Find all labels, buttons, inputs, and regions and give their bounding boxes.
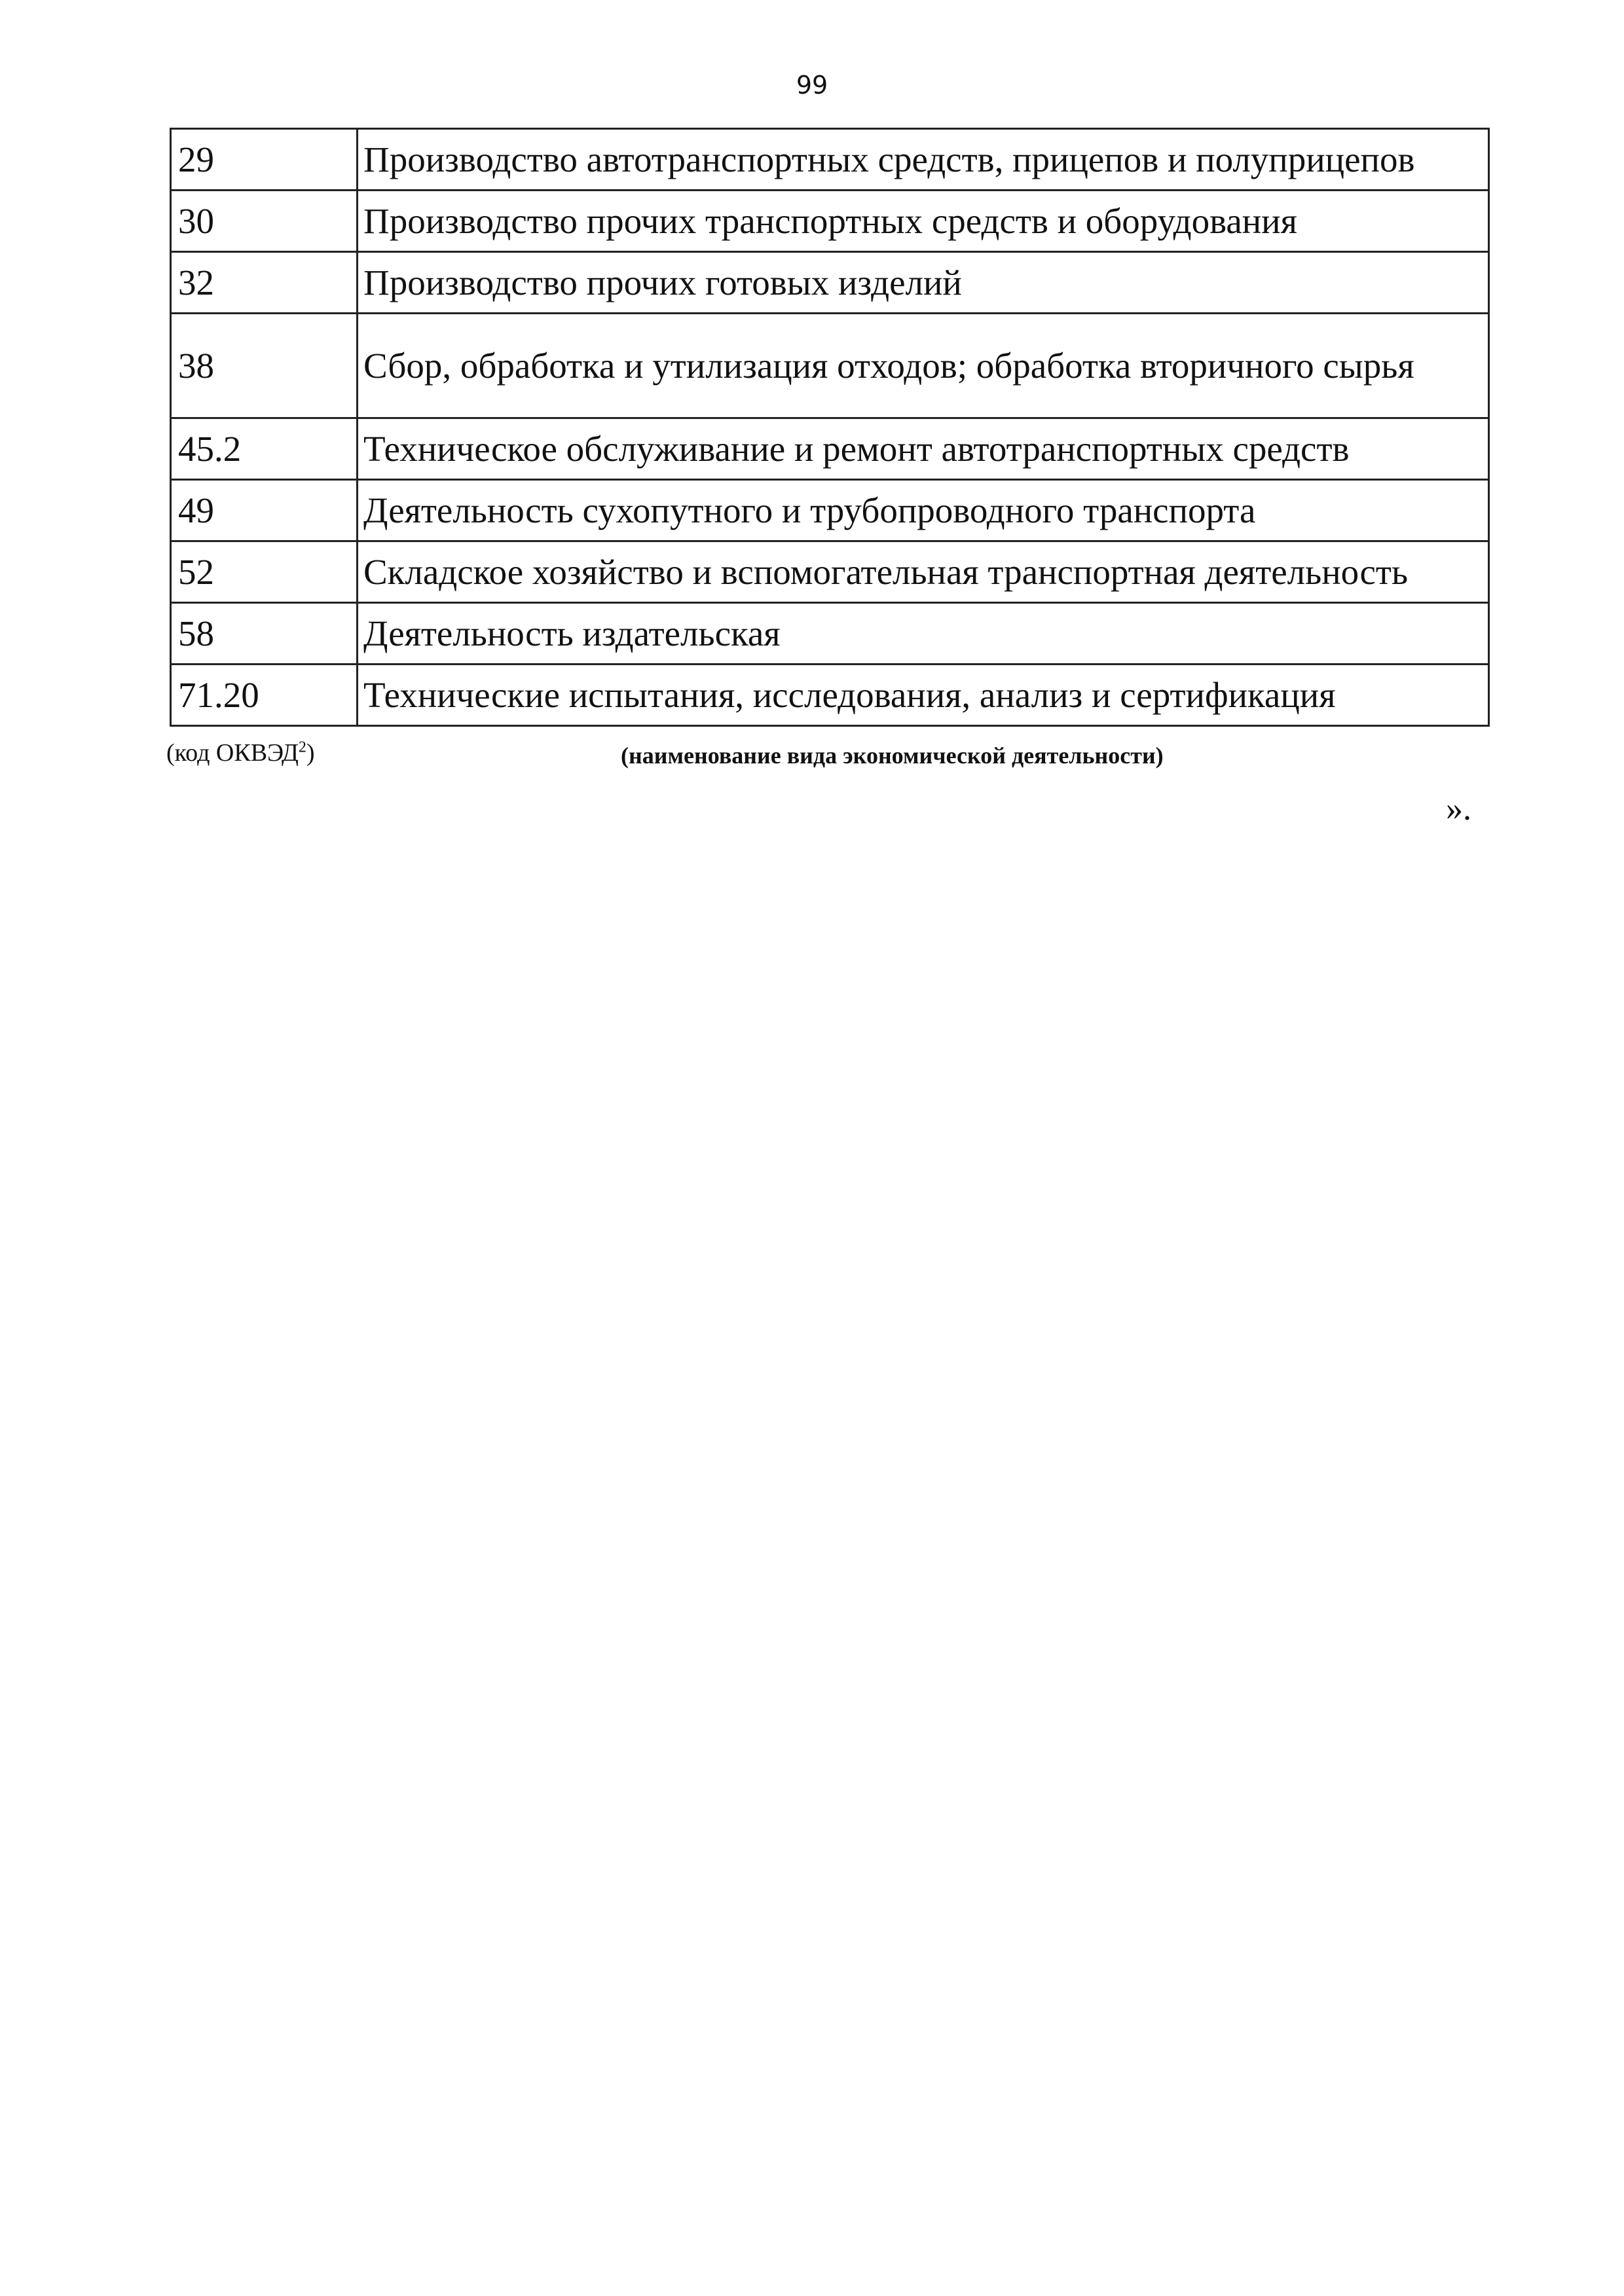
activity-name-cell: Деятельность сухопутного и трубопроводного транспорта	[358, 480, 1489, 541]
table-row	[171, 314, 1489, 418]
okved-code-cell: 71.20	[171, 665, 358, 726]
okved-code-cell: 38	[171, 314, 358, 418]
table-row	[171, 191, 1489, 252]
okved-code-cell: 29	[171, 129, 358, 191]
table-row	[171, 129, 1489, 191]
activity-name-cell: Производство прочих транспортных средств и оборудования	[358, 191, 1489, 252]
activity-name-caption: (наименование вида экономической деятельности)	[621, 742, 1164, 769]
page-number: 99	[796, 71, 828, 100]
activity-name-cell: Деятельность издательская	[358, 603, 1489, 665]
table-row	[171, 418, 1489, 480]
activity-name-cell: Сбор, обработка и утилизация отходов; обработка вторичного сырья	[358, 314, 1489, 418]
okved-code-caption	[166, 738, 315, 767]
okved-code-cell: 58	[171, 603, 358, 665]
okved-code-cell: 49	[171, 480, 358, 541]
table-row	[171, 665, 1489, 726]
activity-name-cell: Производство прочих готовых изделий	[358, 252, 1489, 314]
table-row	[171, 603, 1489, 665]
okved-code-cell: 52	[171, 541, 358, 603]
table-row	[171, 480, 1489, 541]
table-row	[171, 541, 1489, 603]
okved-code-caption-close: )	[306, 739, 315, 767]
okved-code-cell: 45.2	[171, 418, 358, 480]
okved-code-caption-text: (код ОКВЭД	[166, 739, 299, 767]
activity-name-cell: Складское хозяйство и вспомогательная транспортная деятельность	[358, 541, 1489, 603]
okved-code-cell: 30	[171, 191, 358, 252]
okved-code-cell: 32	[171, 252, 358, 314]
footnote-marker: 2	[298, 738, 306, 756]
activity-name-cell: Техническое обслуживание и ремонт автотранспортных средств	[358, 418, 1489, 480]
closing-quote-mark: ».	[1446, 790, 1471, 828]
okved-table	[170, 128, 1490, 727]
activity-name-cell: Производство автотранспортных средств, прицепов и полуприцепов	[358, 129, 1489, 191]
table-row	[171, 252, 1489, 314]
activity-name-cell: Технические испытания, исследования, анализ и сертификация	[358, 665, 1489, 726]
